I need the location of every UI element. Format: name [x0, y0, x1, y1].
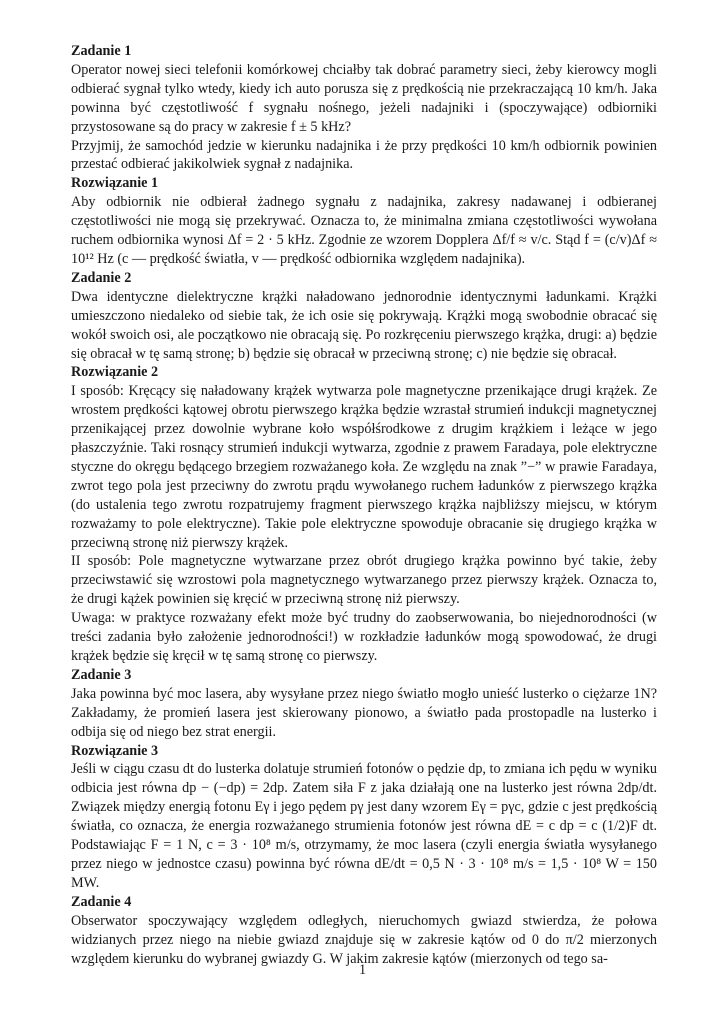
- section-title: Zadanie 4: [71, 893, 132, 910]
- section-rozwiazanie-2: [71, 363, 657, 666]
- document-body: [71, 42, 657, 968]
- section-title: Zadanie 3: [71, 666, 132, 683]
- paragraph: I sposób: Kręcący się naładowany krążek wytwarza pole magnetyczne przenikające drugi krążek. Ze wrostem prędkości kątowej obrotu pierwszego krążka będzie wzrastał strumień indukcji magnetycznej przenikającej przez dowolnie wybrane koło współśrodkowe z drugim krążkiem i leżące w jego płaszczyźnie. Taki rosnący strumień indukcji wytwarza, zgodnie z prawem Faradaya, pole elektryczne styczne do okręgu będącego brzegiem rozważanego koła. Ze względu na znak ”−” w prawie Faradaya, zwrot tego pola jest przeciwny do zwrotu prądu wywołanego ruchem ładunków z pierwszego krążka (do ustalenia tego zwrotu rozpatrujemy fragment pierwszego krążka najbliższy miejscu, w którym rozważamy to pole elektryczne). Takie pole elektryczne spowoduje obracanie się drugiego krążka w przeciwną stronę niż pierwszy krążek.: [71, 383, 657, 551]
- section-title: Rozwiązanie 2: [71, 364, 159, 381]
- paragraph: Jaka powinna być moc lasera, aby wysyłane przez niego światło mogło unieść lusterko o ciężarze 1N? Zakładamy, że promień lasera jest skierowany pionowo, a światło pada prostopadle na lusterko i odbija się od niego bez strat energii.: [71, 685, 657, 740]
- paragraph: Operator nowej sieci telefonii komórkowej chciałby tak dobrać parametry sieci, żeby kierowcy mogli odbierać sygnał tylko wtedy, kiedy ich auto porusza się z prędkością nie przekraczającą 10 km/h. Jaka powinna być częstotliwość f sygnału nośnego, jeżeli nadajniki i (spoczywające) odbiorniki przystosowane są do pracy w zakresie f ± 5 kHz?: [71, 61, 657, 135]
- paragraph: Aby odbiornik nie odbierał żadnego sygnału z nadajnika, zakresy nadawanej i odbieranej częstotliwości nie mogą się przekrywać. Oznacza to, że minimalna zmiana częstotliwości wywołana ruchem odbiornika wynosi Δf = 2 · 5 kHz. Zgodnie ze wzorem Dopplera Δf/f ≈ v/c. Stąd f = (c/v)Δf ≈ 10¹² Hz (c — prędkość światła, v — prędkość odbiornika względem nadajnika).: [71, 194, 657, 267]
- section-title: Zadanie 2: [71, 269, 132, 286]
- section-zadanie-1: [71, 42, 657, 174]
- paragraph: Przyjmij, że samochód jedzie w kierunku nadajnika i że przy prędkości 10 km/h odbiornik powinien przestać odbierać jakikolwiek sygnał z nadajnika.: [71, 137, 657, 173]
- section-zadanie-2: [71, 269, 657, 364]
- section-title: Rozwiązanie 1: [71, 175, 159, 192]
- section-zadanie-4: [71, 893, 657, 969]
- section-zadanie-3: [71, 666, 657, 742]
- section-title: Zadanie 1: [71, 43, 132, 59]
- section-rozwiazanie-3: [71, 742, 657, 893]
- paragraph: Dwa identyczne dielektryczne krążki naładowano jednorodnie identycznymi ładunkami. Krążki umieszczono niedaleko od siebie tak, że ich osie się pokrywają. Krążki mogą swobodnie obracać się wokół swoich osi, ale początkowo nie obracają się. Po rozkręceniu pierwszego krążka, drugi: a) będzie się obracał w tę samą stronę; b) będzie się obracał w przeciwną stronę; c) nie będzie się obracał.: [71, 288, 657, 362]
- paragraph: Jeśli w ciągu czasu dt do lusterka dolatuje strumień fotonów o pędzie dp, to zmiana ich pędu w wyniku odbicia jest równa dp − (−dp) = 2dp. Zatem siła F z jaka działają one na lusterko jest równa 2dp/dt. Związek między energią fotonu Eγ i jego pędem pγ jest dany wzorem Eγ = pγc, gdzie c jest prędkością światła, co oznacza, że energia rozważanego strumienia fotonów jest równa dE = c dp = c (1/2)F dt. Podstawiając F = 1 N, c = 3 · 10⁸ m/s, otrzymamy, że moc lasera (czyli energia światła wysyłanego przez niego w jednostce czasu) powinna być równa dE/dt = 0,5 N · 3 · 10⁸ m/s = 1,5 · 10⁸ W = 150 MW.: [71, 761, 657, 891]
- paragraph: II sposób: Pole magnetyczne wytwarzane przez obrót drugiego krążka powinno być takie, żeby przeciwstawić się wzrostowi pola magnetycznego wytwarzanego przez pierwszy krążek. Oznacza to, że drugi kążek powinien się kręcić w przeciwną stronę niż pierwszy.: [71, 553, 657, 608]
- section-title: Rozwiązanie 3: [71, 742, 159, 759]
- page-number: 1: [358, 962, 367, 978]
- paragraph: Obserwator spoczywający względem odległych, nieruchomych gwiazd stwierdza, że połowa widzianych przez niego na niebie gwiazd znajduje się w zakresie kątów od 0 do π/2 mierzonych względem kierunku do wybranej gwiazdy G. W jakim zakresie kątów (mierzonych od tego sa-: [71, 912, 657, 967]
- paragraph: Uwaga: w praktyce rozważany efekt może być trudny do zaobserwowania, bo niejednorodności (w treści zadania było założenie jednorodności!) w rozkładzie ładunków mogą spowodować, że drugi krążek będzie się kręcił w tę samą stronę co pierwszy.: [71, 610, 657, 664]
- section-rozwiazanie-1: [71, 174, 657, 269]
